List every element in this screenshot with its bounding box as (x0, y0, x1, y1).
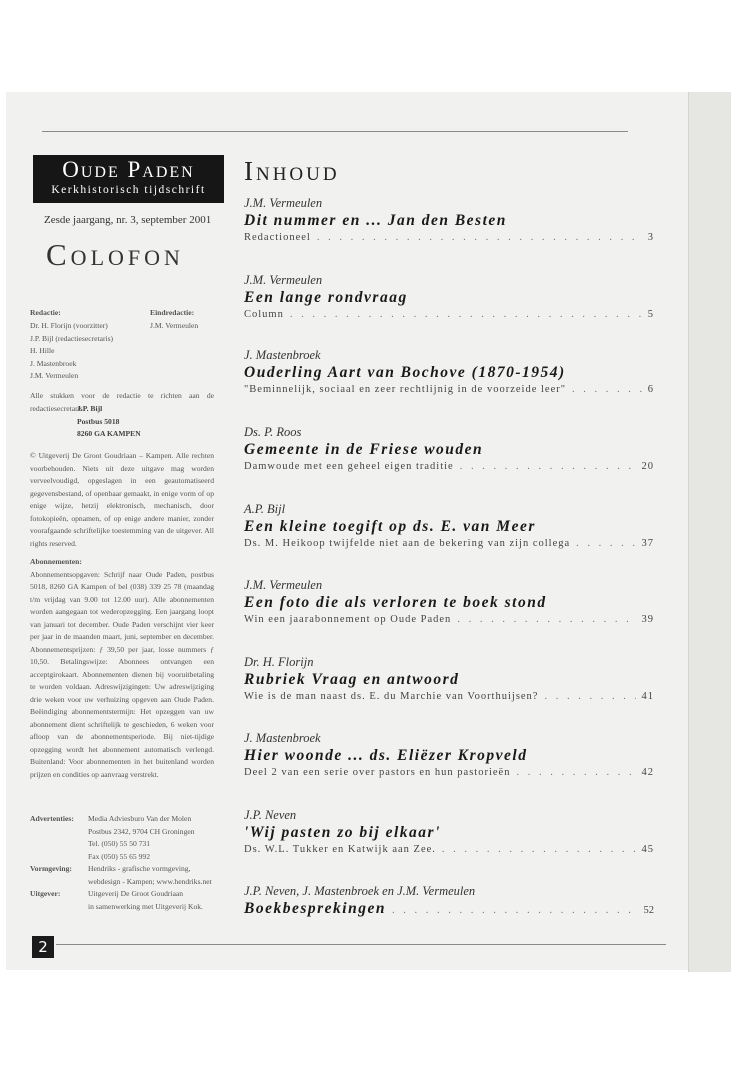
toc-entry (244, 196, 654, 245)
toc-desc-row (244, 765, 654, 780)
toc-desc: Wie is de man naast ds. E. du Marchie van Voorthuijsen? (244, 691, 539, 702)
toc-author: J. Mastenbroek (244, 348, 321, 362)
toc-title: Gemeente in de Friese wouden (244, 441, 484, 458)
toc-title: Ouderling Aart van Bochove (1870-1954) (244, 364, 566, 381)
redactie-member: J.P. Bijl (redactiesecretaris) (30, 333, 114, 343)
toc-desc: "Beminnelijk, sociaal en zeer rechtlijnig in de voorzeide leer" (244, 384, 567, 395)
toc-desc: Deel 2 van een serie over pastors en hun pastorieën (244, 767, 511, 778)
toc-title: Een kleine toegift op ds. E. van Meer (244, 518, 536, 535)
toc-desc-row (244, 307, 654, 322)
inhoud-title: Inhoud (244, 156, 340, 186)
toc-author: A.P. Bijl (244, 502, 286, 516)
leader-dots (317, 230, 642, 245)
toc-title: Boekbesprekingen (244, 900, 386, 917)
toc-page: 5 (647, 309, 654, 320)
toc-desc-row (244, 230, 654, 245)
contact-lines (88, 863, 212, 888)
toc-author: J.P. Neven, J. Mastenbroek en J.M. Vermeulen (244, 884, 476, 898)
page-number: 2 (32, 936, 54, 958)
leader-dots (442, 842, 636, 857)
address-line: 8260 GA KAMPEN (77, 429, 141, 438)
redaction-address (77, 403, 141, 441)
leader-dots (576, 536, 635, 551)
toc-page: 3 (647, 232, 654, 243)
toc-title: Dit nummer en ... Jan den Besten (244, 212, 507, 229)
masthead-title: Oude Paden (62, 157, 195, 182)
page-spine (688, 92, 731, 972)
contact-lines (88, 888, 203, 913)
contact-line: Media Adviesburo Van der Molen (88, 814, 192, 823)
toc-title: Een foto die als verloren te boek stond (244, 594, 547, 611)
toc-author: Dr. H. Florijn (244, 655, 314, 669)
contact-row (30, 863, 220, 888)
colofon-title: Colofon (46, 237, 184, 272)
toc-author: J.M. Vermeulen (244, 578, 323, 592)
contact-line: in samenwerking met Uitgeverij Kok. (88, 901, 203, 911)
address-line: Postbus 5018 (77, 416, 120, 426)
toc-desc: Ds. M. Heikoop twijfelde niet aan de bekering van zijn collega (244, 538, 571, 549)
toc-desc-row (244, 536, 654, 551)
abonnementen-heading: Abonnementen: (30, 557, 82, 566)
toc-entry (244, 731, 654, 780)
contact-lines (88, 813, 195, 863)
toc-author: Ds. P. Roos (244, 425, 302, 439)
toc-page: 37 (641, 538, 654, 549)
toc-page: 20 (641, 461, 654, 472)
toc-desc: Ds. W.L. Tukker en Katwijk aan Zee. (244, 844, 436, 855)
toc-desc-row (244, 689, 654, 704)
toc-desc-row (244, 459, 654, 474)
toc-entry (244, 273, 654, 322)
toc-entry (244, 425, 654, 474)
toc-desc-row (244, 842, 654, 857)
eindredactie-label: Eindredactie: (150, 308, 195, 317)
redactie-member: H. Hille (30, 346, 55, 355)
toc-page: 45 (641, 844, 654, 855)
stukken-text: Alle stukken voor de redactie te richten aan de redactiesecretaris: (30, 391, 214, 413)
contact-label: Vormgeving: (30, 864, 72, 873)
masthead-subtitle: Kerkhistorisch tijdschrift (51, 184, 206, 196)
contact-line: Postbus 2342, 9704 CH Groningen (88, 826, 195, 836)
leader-dots (572, 382, 642, 397)
leader-dots (457, 612, 635, 627)
toc-desc: Column (244, 309, 284, 320)
toc-desc: Win een jaarabonnement op Oude Paden (244, 614, 452, 625)
toc-author: J.M. Vermeulen (244, 273, 323, 287)
toc-entry (244, 502, 654, 551)
redactie-label: Redactie: (30, 308, 61, 317)
leader-dots (460, 459, 636, 474)
bottom-rule (56, 944, 666, 945)
issue-info: Zesde jaargang, nr. 3, september 2001 (44, 214, 212, 226)
contact-line: webdesign - Kampen; www.hendriks.net (88, 876, 212, 886)
redactie-member: J.M. Vermeulen (30, 371, 79, 380)
masthead (33, 155, 224, 203)
copyright-text: © Uitgeverij De Groot Goudriaan – Kampen. Alle rechten voorbehouden. Niets uit deze uitgave mag worden verveelvoudigd, opgeslagen in een geautomatiseerd gegevensbestand, of openbaar gemaakt, in enige vorm of op enige wijze, hetzij elektronisch, mechanisch, door fotokopieën, opnamen, of op enige andere manier, zonder voorafgaande schriftelijke toestemming van de uitgever. All rights reserved. (30, 451, 214, 548)
contact-label: Uitgever: (30, 889, 61, 898)
address-line: J.P. Bijl (77, 404, 103, 413)
abonnementen-section (30, 556, 214, 781)
contact-line: Tel. (050) 55 50 731 (88, 839, 151, 848)
toc-page: 42 (641, 767, 654, 778)
toc-title: Een lange rondvraag (244, 289, 408, 306)
leader-dots (290, 307, 642, 322)
redactie-member: J. Mastenbroek (30, 358, 77, 368)
abonnementen-text: Abonnementsopgaven: Schrijf naar Oude Paden, postbus 5018, 8260 GA Kampen of bel (038) 339 25 78 (maandag t/m vrijdag van 9.00 tot 12.00 uur). Alle abonnementen worden aangegaan tot wederopzegging. Een jaargang loopt van januari tot december. Oude Paden verschijnt vier keer per jaar in de maanden maart, juni, september en december. Abonnementsprijzen: ƒ 39,50 per jaar, losse nummers ƒ 10,50. Betalingswijze: Abonnees ontvangen een acceptgirokaart. Abonnementen dienen bij vooruitbetaling te worden voldaan. Adreswijzigingen: Uw adreswijziging drie weken voor uw verhuizing opgeven aan Oude Paden. Beëindiging abonnementstermijn: Het opzeggen van uw abonnement dient schriftelijk te geschieden, 6 weken voor afloop van de abonnementsperiode. Bij niet-tijdige opzegging wordt het abonnement automatisch verlengd. Buitenland: Voor abonnementen in het buitenland worden prijzen en condities op aanvraag verstrekt. (30, 569, 214, 779)
toc-desc-row (244, 612, 654, 627)
contact-row (30, 813, 220, 863)
toc-page: 6 (647, 384, 654, 395)
contact-line: Fax (050) 55 65 992 (88, 851, 151, 861)
toc-author: J.M. Vermeulen (244, 196, 323, 210)
toc-author: J.P. Neven (244, 808, 297, 822)
contact-row (30, 888, 220, 913)
redactie-list (30, 320, 113, 383)
toc-title: Rubriek Vraag en antwoord (244, 671, 460, 688)
toc-page: 52 (643, 905, 654, 916)
toc-desc: Redactioneel (244, 232, 311, 243)
leader-dots (516, 765, 635, 780)
contact-line: Hendriks - grafische vormgeving, (88, 864, 191, 873)
toc-desc: Damwoude met een geheel eigen traditie (244, 461, 454, 472)
toc-entry (244, 348, 654, 397)
toc-entry (244, 578, 654, 627)
toc-title: Hier woonde ... ds. Eliëzer Kropveld (244, 747, 528, 764)
toc-title: 'Wij pasten zo bij elkaar' (244, 824, 441, 841)
leader-dots (544, 689, 635, 704)
toc-title-row (244, 899, 654, 918)
toc-entry (244, 808, 654, 857)
toc-page: 39 (641, 614, 654, 625)
eindredactie-name: J.M. Vermeulen (150, 321, 199, 330)
top-rule (42, 131, 628, 132)
contact-info (30, 813, 220, 913)
toc-entry (244, 655, 654, 704)
toc-entry (244, 884, 654, 918)
toc-page: 41 (641, 691, 654, 702)
leader-dots (392, 905, 638, 916)
redactie-member: Dr. H. Florijn (voorzitter) (30, 321, 108, 330)
toc-desc-row (244, 382, 654, 397)
toc-author: J. Mastenbroek (244, 731, 321, 745)
contact-label: Advertenties: (30, 814, 74, 823)
contact-line: Uitgeverij De Groot Goudriaan (88, 889, 184, 898)
